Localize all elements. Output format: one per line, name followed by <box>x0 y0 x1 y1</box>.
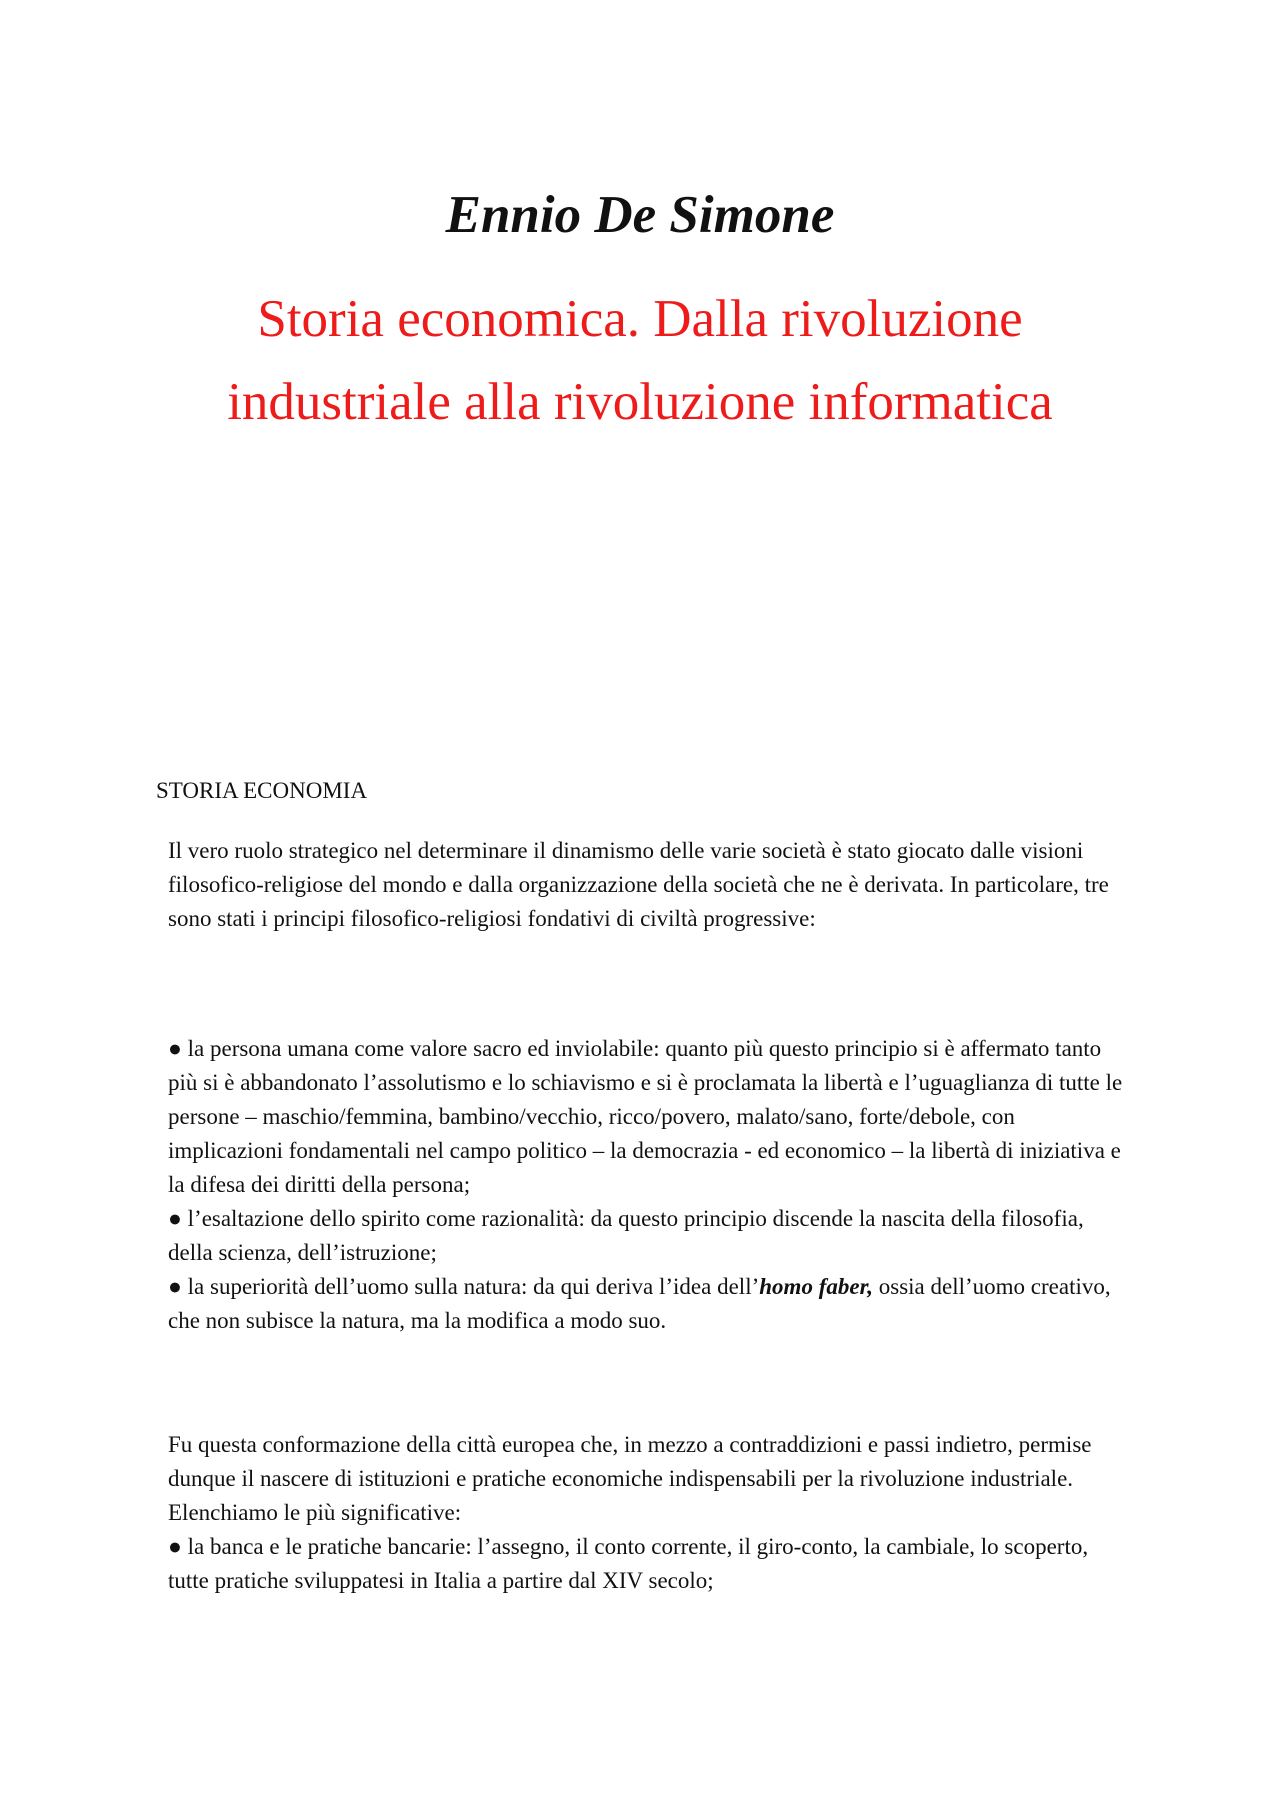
institutions-paragraph: Fu questa conformazione della città europea che, in mezzo a contraddizioni e passi indietro, permise dunque il nascere di istituzioni e pratiche economiche indispensabili per la rivoluzione industriale. <box>168 1432 1092 1491</box>
section-heading: STORIA ECONOMIA <box>156 778 368 803</box>
institutions-section <box>168 1428 1128 1598</box>
principle-item-spirit: ● l’esaltazione dello spirito come razionalità: da questo principio discende la nascita della filosofia, della scienza, dell’istruzione; <box>168 1206 1084 1265</box>
homo-faber-emphasis: homo faber, <box>759 1274 873 1299</box>
institutions-list-intro: Elenchiamo le più significative: <box>168 1500 462 1525</box>
author-name: Ennio De Simone <box>445 186 835 244</box>
book-title-line-1: Storia economica. Dalla rivoluzione <box>257 290 1023 348</box>
principle-item-nature-text-end: ossia dell’uomo creativo, che non subisce la natura, ma la modifica a modo suo. <box>168 1274 1111 1333</box>
book-title <box>0 278 1280 444</box>
principles-list <box>168 1032 1128 1338</box>
principle-item-person: ● la persona umana come valore sacro ed inviolabile: quanto più questo principio si è affermato tanto più si è abbandonato l’assolutismo e lo schiavismo e si è proclamata la libertà e l’uguaglianza di tutte le persone – maschio/femmina, bambino/vecchio, ricco/povero, malato/sano, forte/debole, con implicazioni fondamentali nel campo politico – la democrazia - ed economico – la libertà di iniziativa e la difesa dei diritti della persona; <box>168 1036 1123 1197</box>
intro-paragraph: Il vero ruolo strategico nel determinare il dinamismo delle varie società è stato giocato dalle visioni filosofico-religiose del mondo e dalla organizzazione della società che ne è derivata. In particolare, tre sono stati i principi filosofico-religiosi fondativi di civiltà progressive: <box>168 838 1109 931</box>
principle-item-nature <box>168 1270 1128 1338</box>
principle-item-nature-text: ● la superiorità dell’uomo sulla natura: da qui deriva l’idea dell’ <box>168 1274 760 1299</box>
book-title-line-2: industriale alla rivoluzione informatica <box>227 373 1053 431</box>
institution-item-bank: ● la banca e le pratiche bancarie: l’assegno, il conto corrente, il giro-conto, la cambiale, lo scoperto, tutte pratiche sviluppatesi in Italia a partire dal XIV secolo; <box>168 1534 1089 1593</box>
